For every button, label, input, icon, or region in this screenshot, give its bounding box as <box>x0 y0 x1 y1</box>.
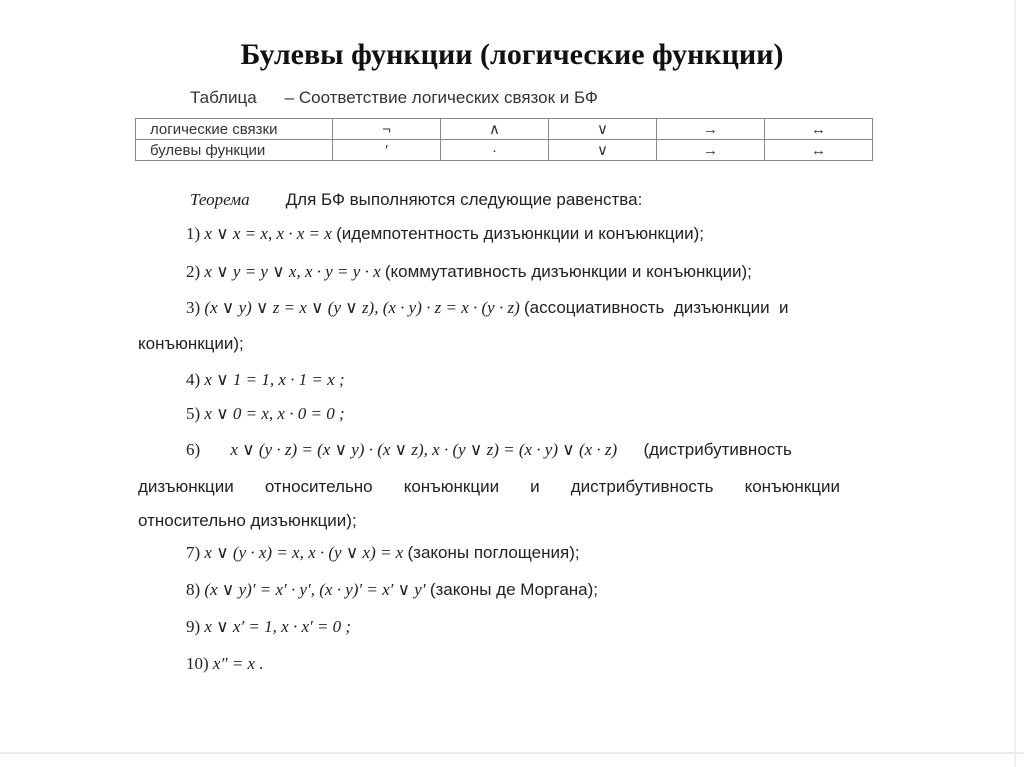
theorem-label: Теорема <box>190 190 250 209</box>
item-number: 1) <box>186 224 201 243</box>
item-formula: (x ∨ y)′ = x′ · y′, (x · y)′ = x′ ∨ y′ <box>204 580 426 599</box>
table-cell: ¬ <box>333 119 441 140</box>
list-item <box>186 298 789 318</box>
table-row <box>136 119 873 140</box>
table-caption-text: – Соответствие логических связок и БФ <box>284 88 598 107</box>
item-formula: x ∨ 1 = 1, x · 1 = x ; <box>204 370 345 389</box>
continuation-word: и <box>530 477 540 496</box>
table-cell: → <box>657 119 765 140</box>
item-number: 3) <box>186 298 201 317</box>
table-cell: ′ <box>333 140 441 161</box>
list-item <box>186 440 792 460</box>
item-continuation <box>138 477 840 497</box>
item-formula: x ∨ 0 = x, x · 0 = 0 ; <box>204 404 345 423</box>
table-row <box>136 140 873 161</box>
item-formula: x″ = x . <box>212 654 264 673</box>
item-number: 9) <box>186 617 201 636</box>
table-caption-label: Таблица <box>190 88 257 107</box>
item-formula: x ∨ x = x, x · x = x <box>204 224 332 243</box>
item-number: 7) <box>186 543 201 562</box>
item-formula: x ∨ y = y ∨ x, x · y = y · x <box>204 262 381 281</box>
continuation-word: дизъюнкции <box>138 477 234 496</box>
list-item <box>186 262 752 282</box>
item-formula: x ∨ (y · z) = (x ∨ y) · (x ∨ z), x · (y ∨ z) = (x · y) ∨ (x · z) <box>230 440 618 459</box>
page-frame-right <box>1014 0 1016 767</box>
item-note: (коммутативность дизъюнкции и конъюнкции); <box>384 262 752 281</box>
continuation-word: дистрибутивность <box>570 477 714 496</box>
item-formula: x ∨ x′ = 1, x · x′ = 0 ; <box>204 617 352 636</box>
item-note: (ассоциативность дизъюнкции и <box>524 298 789 317</box>
item-number: 2) <box>186 262 201 281</box>
list-item <box>186 370 345 390</box>
table-cell: ∨ <box>549 119 657 140</box>
page-frame-bottom <box>0 752 1024 754</box>
item-note: (законы поглощения); <box>407 543 580 562</box>
item-continuation: конъюнкции); <box>138 334 244 353</box>
item-number: 4) <box>186 370 201 389</box>
row-header: логические связки <box>136 119 333 140</box>
list-item <box>186 617 351 637</box>
item-note: (законы де Моргана); <box>429 580 599 599</box>
list-item <box>186 224 704 244</box>
item-formula: (x ∨ y) ∨ z = x ∨ (y ∨ z), (x · y) · z = x · (y · z) <box>204 298 520 317</box>
table-cell: ∨ <box>549 140 657 161</box>
list-item <box>186 654 264 674</box>
list-item <box>186 580 598 600</box>
table-cell: ↔ <box>765 119 873 140</box>
list-item <box>186 543 580 563</box>
item-number: 8) <box>186 580 201 599</box>
continuation-word: относительно <box>264 477 373 496</box>
list-item <box>186 404 345 424</box>
table-cell: → <box>657 140 765 161</box>
table-cell: ∧ <box>441 119 549 140</box>
item-number: 6) <box>186 440 201 459</box>
item-number: 5) <box>186 404 201 423</box>
item-number: 10) <box>186 654 209 673</box>
item-continuation: относительно дизъюнкции); <box>138 511 357 530</box>
table-caption <box>190 88 598 108</box>
item-note: (идемпотентность дизъюнкции и конъюнкции); <box>336 224 705 243</box>
slide-title: Булевы функции (логические функции) <box>240 38 784 71</box>
row-header: булевы функции <box>136 140 333 161</box>
continuation-word: конъюнкции <box>744 477 840 496</box>
theorem-line <box>190 190 642 210</box>
table-cell: ↔ <box>765 140 873 161</box>
item-formula: x ∨ (y · x) = x, x · (y ∨ x) = x <box>204 543 404 562</box>
correspondence-table <box>135 118 873 161</box>
item-note: (дистрибутивность <box>643 440 792 459</box>
continuation-word: конъюнкции <box>403 477 500 496</box>
table-cell: · <box>441 140 549 161</box>
theorem-text: Для БФ выполняются следующие равенства: <box>285 190 643 209</box>
